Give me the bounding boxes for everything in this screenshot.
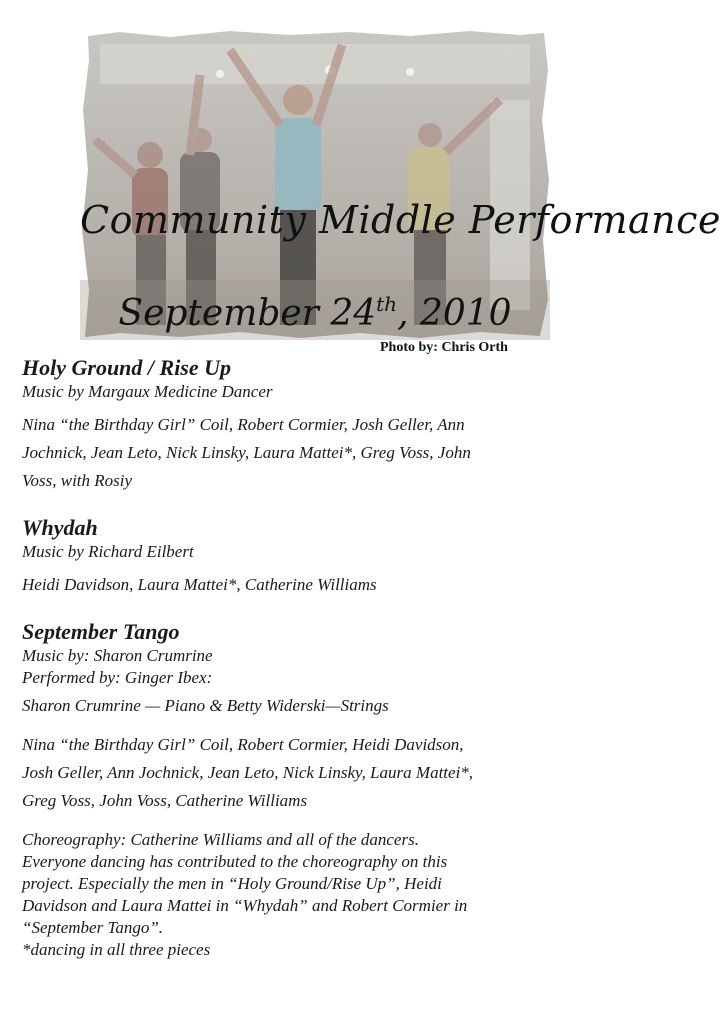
cast-line: Jochnick, Jean Leto, Nick Linsky, Laura Mattei*, Greg Voss, John — [22, 443, 471, 462]
piece-whydah — [22, 515, 592, 599]
piece-cast — [22, 411, 592, 495]
event-title: Community Middle Performance — [80, 198, 721, 242]
cast-line: Greg Voss, John Voss, Catherine Williams — [22, 791, 308, 810]
piece-performed-by: Performed by: Ginger Ibex: — [22, 668, 213, 687]
cast-line: Nina “the Birthday Girl” Coil, Robert Cormier, Heidi Davidson, — [22, 735, 464, 754]
piece-holy-ground — [22, 355, 592, 495]
note-line: Everyone dancing has contributed to the choreography on this — [22, 852, 448, 871]
photo-credit: Photo by: Chris Orth — [380, 340, 508, 355]
choreography-notes — [22, 829, 592, 961]
piece-cast — [22, 571, 592, 599]
note-line: Davidson and Laura Mattei in “Whydah” and Robert Cormier in — [22, 896, 468, 915]
event-date-year: , 2010 — [397, 293, 512, 334]
note-line: Choreography: Catherine Williams and all of the dancers. — [22, 830, 419, 849]
note-line: “September Tango”. — [22, 918, 164, 937]
cast-line: Voss, with Rosiy — [22, 471, 133, 490]
footnote: *dancing in all three pieces — [22, 940, 211, 959]
header-photo — [80, 30, 721, 340]
piece-music: Music by: Sharon Crumrine — [22, 646, 213, 665]
event-date — [80, 292, 550, 334]
piece-cast — [22, 731, 592, 815]
program-content — [22, 355, 592, 961]
piece-music: Music by Margaux Medicine Dancer — [22, 382, 273, 401]
piece-title: Whydah — [22, 515, 98, 540]
event-date-main: September 24 — [118, 293, 377, 334]
event-date-suffix: th — [376, 292, 398, 316]
piece-title: September Tango — [22, 619, 180, 644]
piece-september-tango — [22, 619, 592, 815]
piece-music: Music by Richard Eilbert — [22, 542, 194, 561]
cast-line: Josh Geller, Ann Jochnick, Jean Leto, Nick Linsky, Laura Mattei*, — [22, 763, 474, 782]
cast-line: Nina “the Birthday Girl” Coil, Robert Cormier, Josh Geller, Ann — [22, 415, 465, 434]
cast-line: Heidi Davidson, Laura Mattei*, Catherine Williams — [22, 575, 377, 594]
piece-title: Holy Ground / Rise Up — [22, 355, 232, 380]
piece-instruments: Sharon Crumrine — Piano & Betty Widerski—Strings — [22, 696, 389, 715]
note-line: project. Especially the men in “Holy Ground/Rise Up”, Heidi — [22, 874, 442, 893]
